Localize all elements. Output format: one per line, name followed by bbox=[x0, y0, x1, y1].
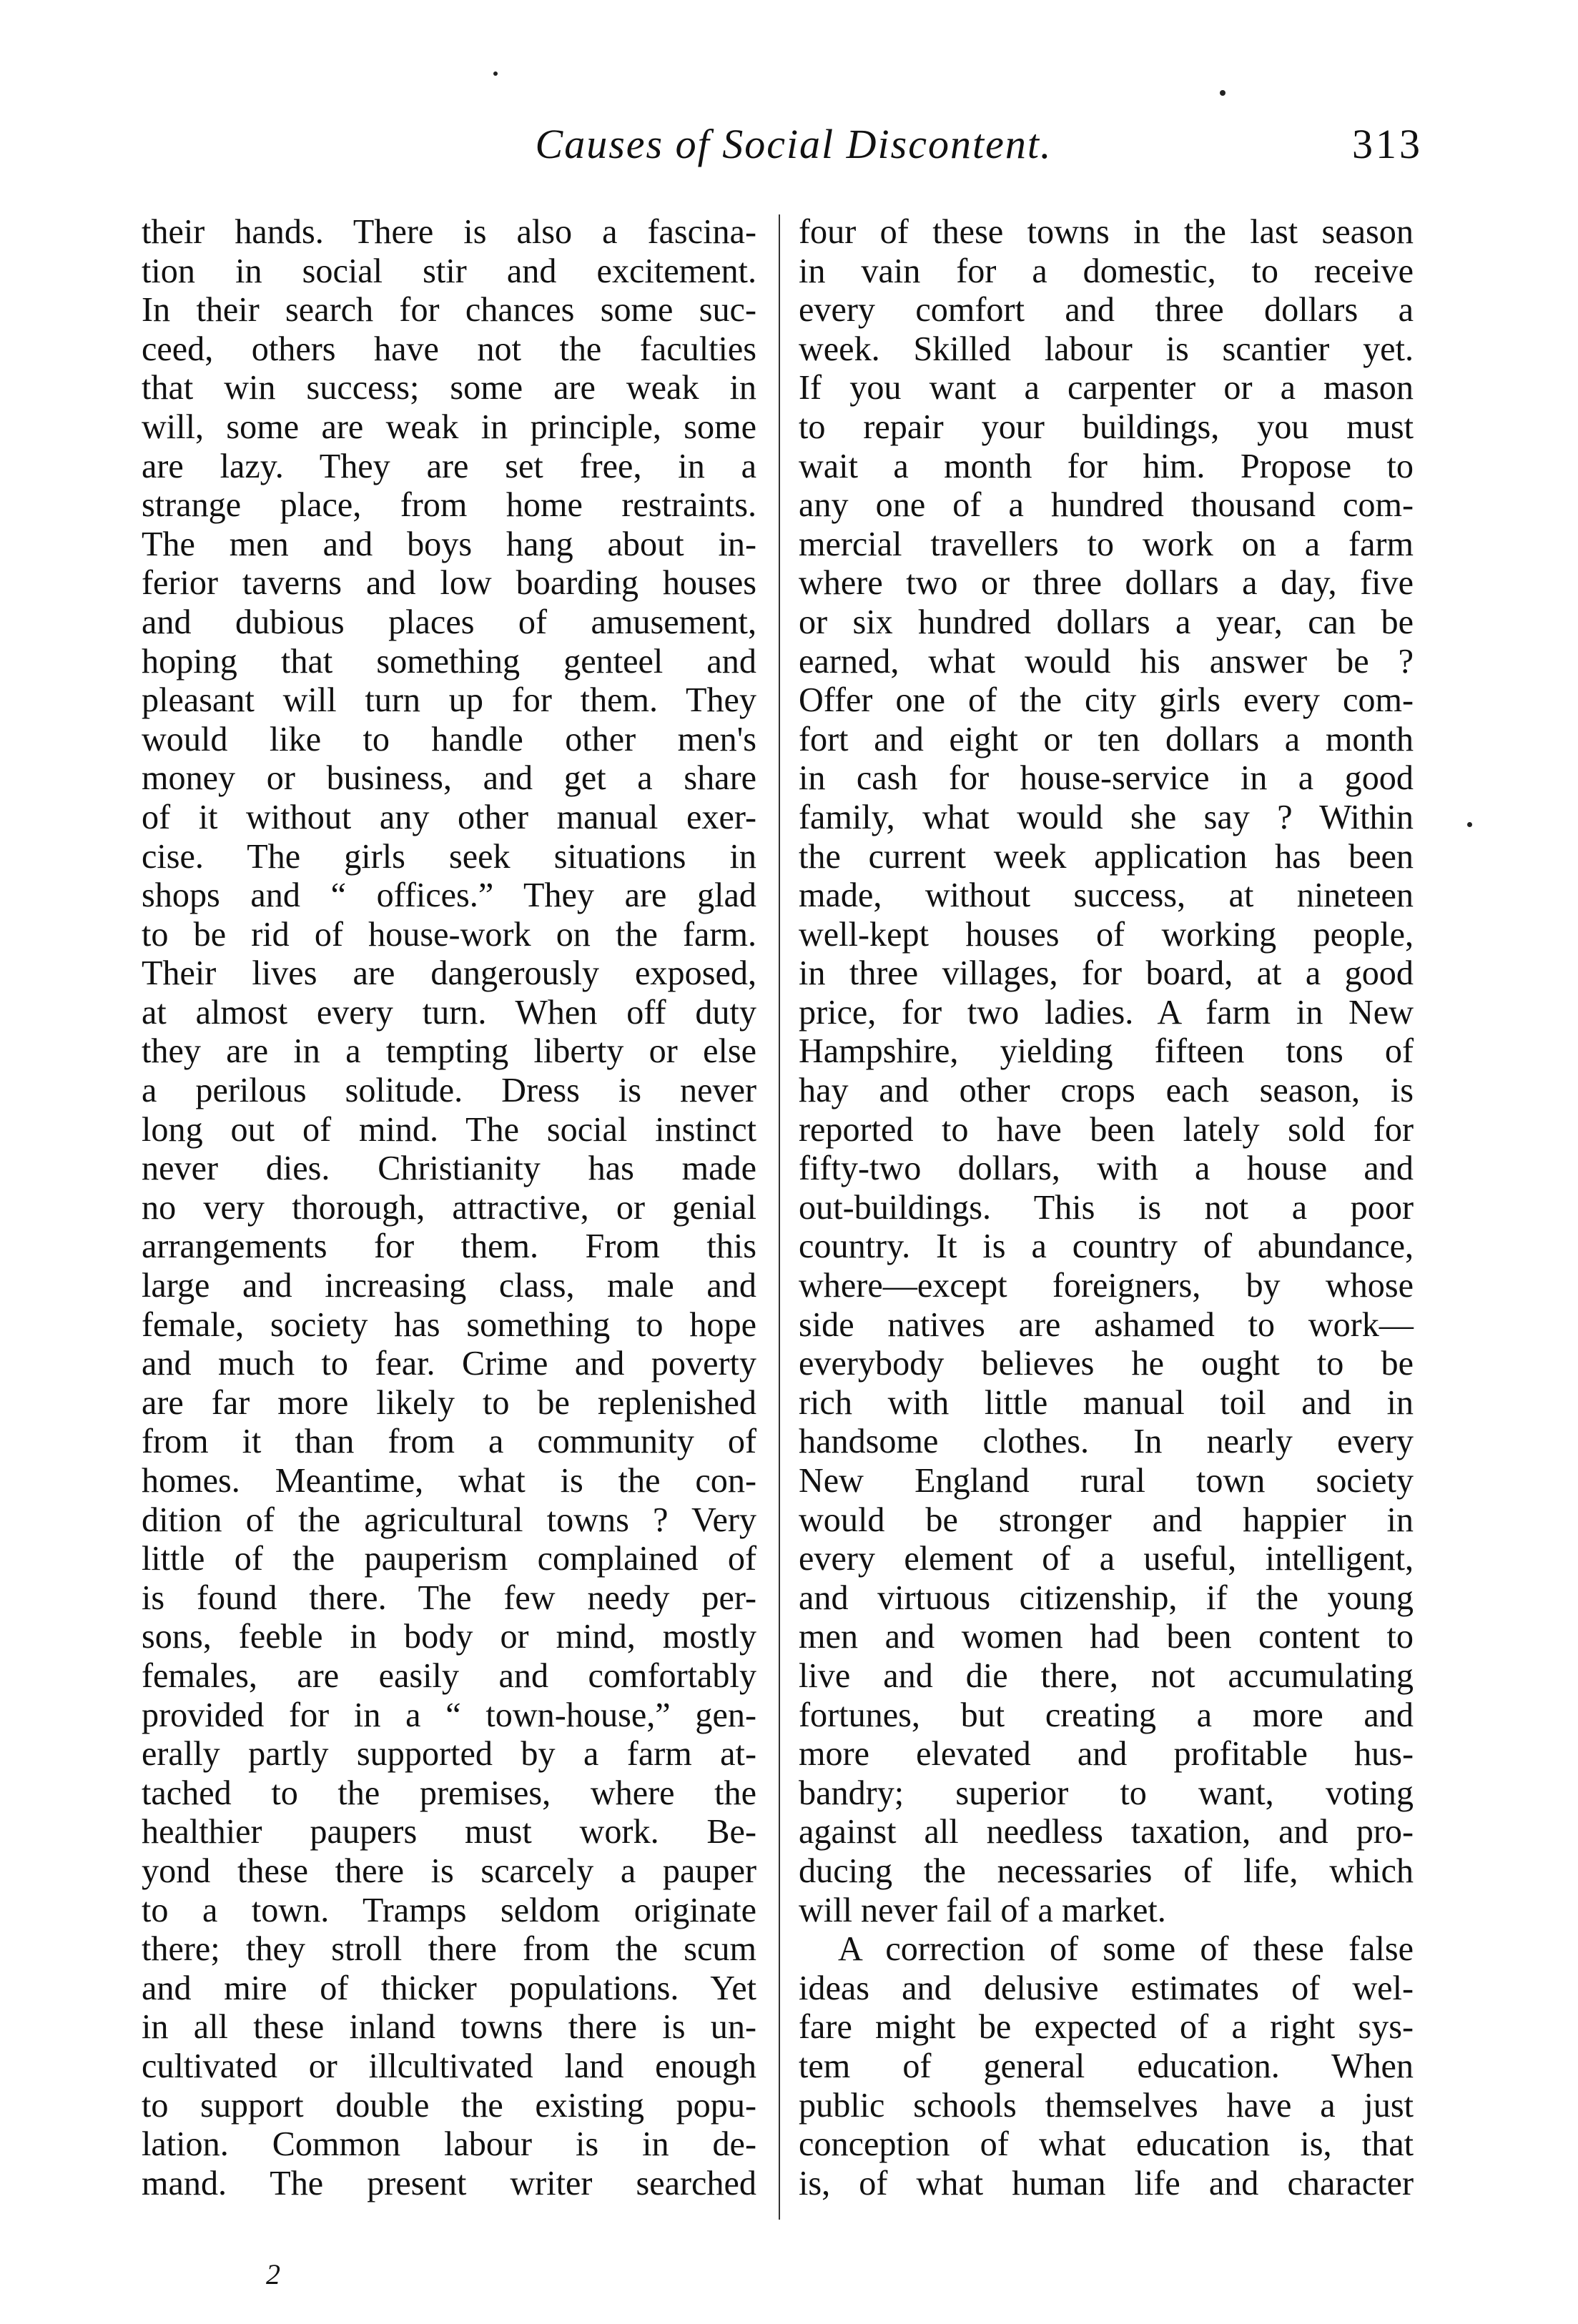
text-line: conception of what education is, that bbox=[799, 2125, 1414, 2164]
text-line: large and increasing class, male and bbox=[142, 1267, 756, 1305]
text-line: ideas and delusive estimates of wel- bbox=[799, 1969, 1414, 2007]
text-line: lation. Common labour is in de- bbox=[142, 2125, 756, 2164]
text-line: hoping that something genteel and bbox=[142, 642, 756, 681]
text-line: in three villages, for board, at a good bbox=[799, 954, 1414, 993]
text-line: and dubious places of amusement, bbox=[142, 603, 756, 641]
text-line: any one of a hundred thousand com- bbox=[799, 486, 1414, 525]
text-line: little of the pauperism complained of bbox=[142, 1540, 756, 1578]
text-line: men and women had been content to bbox=[799, 1618, 1414, 1656]
text-line: week. Skilled labour is scantier yet. bbox=[799, 330, 1414, 368]
text-line: fortunes, but creating a more and bbox=[799, 1696, 1414, 1734]
text-line: fifty-two dollars, with a house and bbox=[799, 1149, 1414, 1188]
text-line: hay and other crops each season, is bbox=[799, 1072, 1414, 1110]
text-line: shops and “ offices.” They are glad bbox=[142, 876, 756, 915]
text-line: Offer one of the city girls every com- bbox=[799, 681, 1414, 720]
text-line: healthier paupers must work. Be- bbox=[142, 1813, 756, 1851]
column-divider bbox=[779, 214, 780, 2220]
print-speck bbox=[1467, 822, 1472, 827]
text-line: The men and boys hang about in- bbox=[142, 525, 756, 563]
text-line: that win success; some are weak in bbox=[142, 369, 756, 407]
text-line: never dies. Christianity has made bbox=[142, 1149, 756, 1188]
text-line: will, some are weak in principle, some bbox=[142, 407, 756, 446]
text-line: would be stronger and happier in bbox=[799, 1500, 1414, 1539]
text-line: every element of a useful, intelligent, bbox=[799, 1540, 1414, 1578]
text-line: in vain for a domestic, to receive bbox=[799, 252, 1414, 290]
text-line: live and die there, not accumulating bbox=[799, 1656, 1414, 1695]
print-speck bbox=[1220, 90, 1226, 96]
text-line: ferior taverns and low boarding houses bbox=[142, 564, 756, 603]
text-line: strange place, from home restraints. bbox=[142, 486, 756, 525]
text-line: at almost every turn. When off duty bbox=[142, 993, 756, 1032]
text-line: in all these inland towns there is un- bbox=[142, 2008, 756, 2047]
text-line: Hampshire, yielding fifteen tons of bbox=[799, 1032, 1414, 1071]
text-line: provided for in a “ town-house,” gen- bbox=[142, 1696, 756, 1734]
text-line: would like to handle other men's bbox=[142, 720, 756, 758]
running-title: Causes of Social Discontent. bbox=[535, 121, 1052, 167]
text-line: fort and eight or ten dollars a month bbox=[799, 720, 1414, 758]
text-line: dition of the agricultural towns ? Very bbox=[142, 1500, 756, 1539]
text-line: is, of what human life and character bbox=[799, 2164, 1414, 2202]
text-line: mand. The present writer searched bbox=[142, 2164, 756, 2202]
text-line: of it without any other manual exer- bbox=[142, 798, 756, 836]
text-line: to repair your buildings, you must bbox=[799, 407, 1414, 446]
text-line: In their search for chances some suc- bbox=[142, 291, 756, 330]
text-line: no very thorough, attractive, or genial bbox=[142, 1188, 756, 1227]
text-line: public schools themselves have a just bbox=[799, 2086, 1414, 2125]
text-line: everybody believes he ought to be bbox=[799, 1345, 1414, 1383]
text-line: earned, what would his answer be ? bbox=[799, 642, 1414, 681]
text-line: money or business, and get a share bbox=[142, 759, 756, 798]
text-line: arrangements for them. From this bbox=[142, 1227, 756, 1266]
text-line: price, for two ladies. A farm in New bbox=[799, 993, 1414, 1032]
right-text-column bbox=[799, 213, 1414, 2203]
text-line: cultivated or illcultivated land enough bbox=[142, 2047, 756, 2085]
text-line: tached to the premises, where the bbox=[142, 1774, 756, 1812]
text-line: cise. The girls seek situations in bbox=[142, 837, 756, 876]
text-line: to a town. Tramps seldom originate bbox=[142, 1891, 756, 1929]
text-line: from it than from a community of bbox=[142, 1423, 756, 1461]
text-line: New England rural town society bbox=[799, 1462, 1414, 1500]
text-line: family, what would she say ? Within bbox=[799, 798, 1414, 836]
text-line: and much to fear. Crime and poverty bbox=[142, 1345, 756, 1383]
text-line: sons, feeble in body or mind, mostly bbox=[142, 1618, 756, 1656]
text-line: rich with little manual toil and in bbox=[799, 1383, 1414, 1422]
text-line: to be rid of house-work on the farm. bbox=[142, 915, 756, 954]
text-line: against all needless taxation, and pro- bbox=[799, 1813, 1414, 1851]
text-line: their hands. There is also a fascina- bbox=[142, 213, 756, 251]
text-line: females, are easily and comfortably bbox=[142, 1656, 756, 1695]
text-line: ceed, others have not the faculties bbox=[142, 330, 756, 368]
text-line: reported to have been lately sold for bbox=[799, 1110, 1414, 1149]
text-line: made, without success, at nineteen bbox=[799, 876, 1414, 915]
page-header bbox=[136, 120, 1444, 177]
left-text-column bbox=[142, 213, 756, 2203]
text-line: where—except foreigners, by whose bbox=[799, 1267, 1414, 1305]
text-line: they are in a tempting liberty or else bbox=[142, 1032, 756, 1071]
text-line: tion in social stir and excitement. bbox=[142, 252, 756, 290]
text-line: is found there. The few needy per- bbox=[142, 1578, 756, 1617]
text-line: or six hundred dollars a year, can be bbox=[799, 603, 1414, 641]
text-line: every comfort and three dollars a bbox=[799, 291, 1414, 330]
text-line: Their lives are dangerously exposed, bbox=[142, 954, 756, 993]
text-line: to support double the existing popu- bbox=[142, 2086, 756, 2125]
text-line: more elevated and profitable hus- bbox=[799, 1735, 1414, 1774]
text-line: pleasant will turn up for them. They bbox=[142, 681, 756, 720]
text-line: handsome clothes. In nearly every bbox=[799, 1423, 1414, 1461]
text-line: tem of general education. When bbox=[799, 2047, 1414, 2085]
text-line: four of these towns in the last season bbox=[799, 213, 1414, 251]
text-line: side natives are ashamed to work— bbox=[799, 1305, 1414, 1344]
text-line: and virtuous citizenship, if the young bbox=[799, 1578, 1414, 1617]
text-line: erally partly supported by a farm at- bbox=[142, 1735, 756, 1774]
text-line: A correction of some of these false bbox=[838, 1930, 1414, 1969]
text-line: are far more likely to be replenished bbox=[142, 1383, 756, 1422]
text-line: homes. Meantime, what is the con- bbox=[142, 1462, 756, 1500]
text-line: yond these there is scarcely a pauper bbox=[142, 1851, 756, 1890]
text-line: the current week application has been bbox=[799, 837, 1414, 876]
print-speck bbox=[493, 71, 498, 76]
text-line: long out of mind. The social instinct bbox=[142, 1110, 756, 1149]
text-line: If you want a carpenter or a mason bbox=[799, 369, 1414, 407]
text-line: well-kept houses of working people, bbox=[799, 915, 1414, 954]
text-line: bandry; superior to want, voting bbox=[799, 1774, 1414, 1812]
text-line: country. It is a country of abundance, bbox=[799, 1227, 1414, 1266]
text-line: mercial travellers to work on a farm bbox=[799, 525, 1414, 563]
text-line: there; they stroll there from the scum bbox=[142, 1930, 756, 1969]
text-line: fare might be expected of a right sys- bbox=[799, 2008, 1414, 2047]
text-line: where two or three dollars a day, five bbox=[799, 564, 1414, 603]
page-number: 313 bbox=[1352, 121, 1423, 167]
text-line: in cash for house-service in a good bbox=[799, 759, 1414, 798]
text-line: out-buildings. This is not a poor bbox=[799, 1188, 1414, 1227]
text-line: a perilous solitude. Dress is never bbox=[142, 1072, 756, 1110]
text-line: will never fail of a market. bbox=[799, 1891, 1166, 1929]
text-line: female, society has something to hope bbox=[142, 1305, 756, 1344]
text-line: wait a month for him. Propose to bbox=[799, 447, 1414, 485]
text-line: and mire of thicker populations. Yet bbox=[142, 1969, 756, 2007]
text-line: are lazy. They are set free, in a bbox=[142, 447, 756, 485]
signature-mark: 2 bbox=[266, 2258, 280, 2290]
text-line: ducing the necessaries of life, which bbox=[799, 1851, 1414, 1890]
